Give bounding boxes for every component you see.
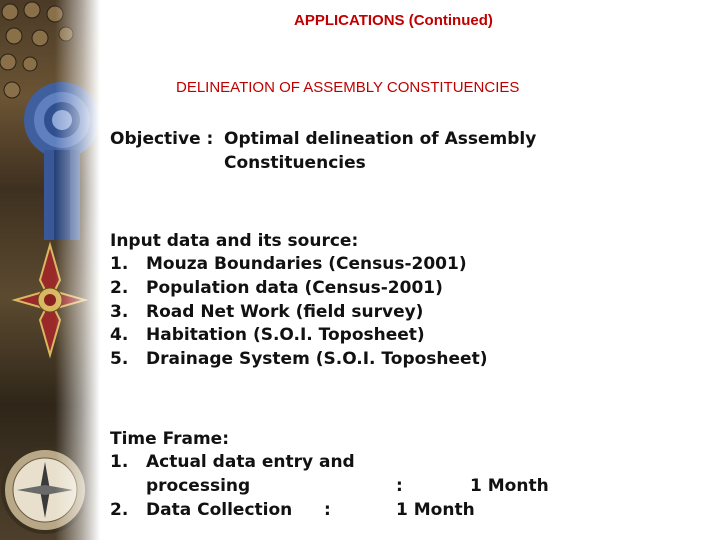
list-item-number: 5. xyxy=(110,349,129,369)
list-item: Drainage System (S.O.I. Toposheet) xyxy=(146,349,488,369)
decorative-sidebar xyxy=(0,0,100,540)
time-item-number: 2. xyxy=(110,500,129,520)
list-item: Habitation (S.O.I. Toposheet) xyxy=(146,325,425,345)
input-heading: Input data and its source: xyxy=(110,231,359,251)
list-item-number: 4. xyxy=(110,325,129,345)
time-item-value: 1 Month xyxy=(470,476,549,496)
time-item-number: 1. xyxy=(110,452,129,472)
list-item-number: 1. xyxy=(110,254,129,274)
time-item-value: 1 Month xyxy=(396,500,475,520)
time-item-colon: : xyxy=(396,476,403,496)
slide-title: APPLICATIONS (Continued) xyxy=(294,12,493,29)
time-item-text-line-2: processing xyxy=(146,476,251,496)
time-item-text: Data Collection xyxy=(146,500,293,520)
list-item-number: 3. xyxy=(110,302,129,322)
section-heading: DELINEATION OF ASSEMBLY CONSTITUENCIES xyxy=(176,79,520,96)
compass-decoration xyxy=(3,448,87,532)
objective-line-2: Constituencies xyxy=(224,153,366,173)
list-item: Road Net Work (field survey) xyxy=(146,302,424,322)
list-item: Population data (Census-2001) xyxy=(146,278,443,298)
ribbon-rosette xyxy=(24,82,100,240)
time-item-text-line-1: Actual data entry and xyxy=(146,452,355,472)
time-item-colon: : xyxy=(324,500,331,520)
list-item: Mouza Boundaries (Census-2001) xyxy=(146,254,467,274)
buttons-decoration xyxy=(0,2,73,98)
medal-collage-image xyxy=(0,0,100,540)
objective-label: Objective : xyxy=(110,129,214,149)
time-frame-heading: Time Frame: xyxy=(110,429,230,449)
cross-medal xyxy=(15,245,85,355)
list-item-number: 2. xyxy=(110,278,129,298)
objective-line-1: Optimal delineation of Assembly xyxy=(224,129,537,149)
